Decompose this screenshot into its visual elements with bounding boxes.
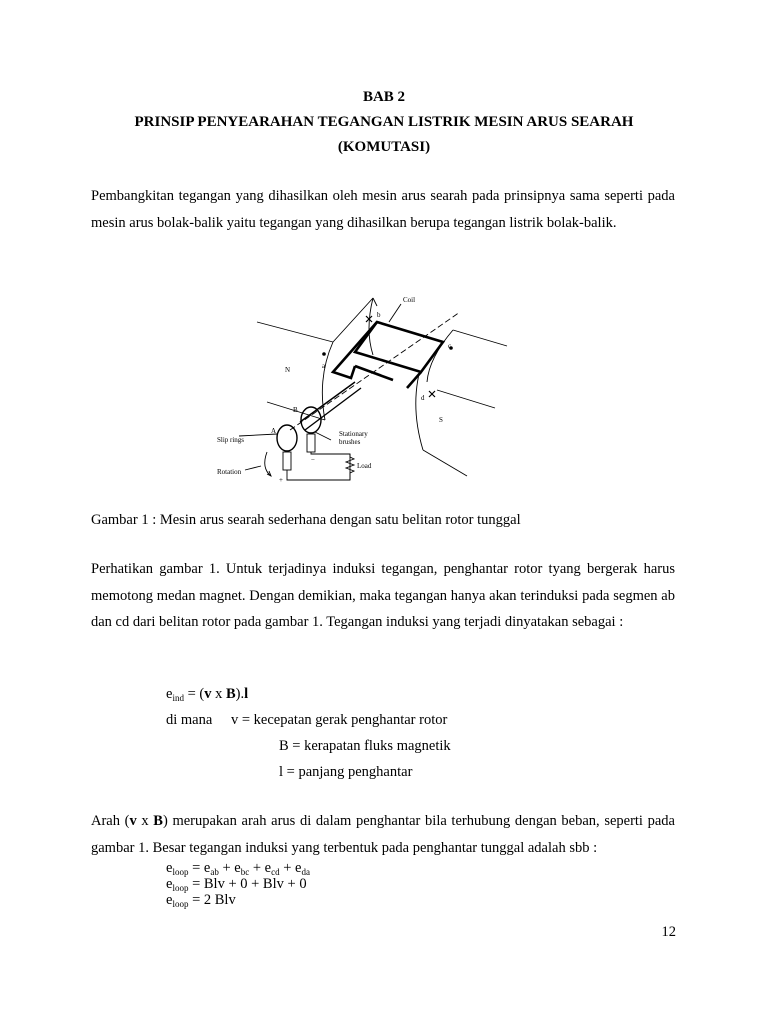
- chapter-label: BAB 2: [362, 89, 406, 105]
- label-north-pole: N: [285, 366, 291, 374]
- north-pole-edge-top: [257, 322, 333, 342]
- paragraph-intro: Pembangkitan tegangan yang dihasilkan oleh mesin arus searah pada prinsipnya sama seperti pada mesin arus bolak-balik yaitu tegangan yang dihasilkan berupa tegangan listrik bolak-balik.: [91, 188, 675, 231]
- label-slip-rings: Slip rings: [217, 436, 245, 444]
- label-south-pole: S: [439, 416, 443, 424]
- label-minus: −: [311, 456, 315, 464]
- figure-caption: Gambar 1 : Mesin arus searah sederhana dengan satu belitan rotor tunggal: [91, 512, 521, 528]
- page-number: 12: [661, 924, 676, 940]
- dc-machine-figure: [205, 270, 530, 495]
- definition-l: l = panjang penghantar: [279, 764, 413, 780]
- brush-a: [283, 452, 291, 470]
- label-d: d: [421, 394, 425, 402]
- definition-di-mana: di mana: [166, 712, 213, 728]
- label-c: c: [448, 342, 452, 350]
- slip-ring-a: [277, 425, 297, 451]
- definition-v: v = kecepatan gerak penghantar rotor: [231, 712, 448, 728]
- label-stationary: Stationary: [339, 430, 368, 438]
- dc-machine-diagram: [205, 270, 530, 495]
- subscript-ind: ind: [172, 693, 184, 703]
- coil-loop-back: [355, 322, 443, 372]
- label-plus: +: [279, 476, 283, 484]
- label-a: a: [322, 362, 326, 370]
- equation-eloop-sum: $e_{loop} = e_{ab} + e_{bc} + e_{cd} + e_{da}$: [166, 860, 310, 877]
- coil-leader-line: [389, 304, 401, 322]
- label-load: Load: [357, 462, 372, 470]
- label-coil: Coil: [403, 296, 416, 304]
- label-ring-b: B: [293, 406, 298, 414]
- south-pole-edge-bottom: [423, 450, 467, 476]
- definition-b: B = kerapatan fluks magnetik: [279, 738, 451, 754]
- rotor-shaft-axis: [290, 312, 460, 430]
- coil-segment-cd: [407, 372, 421, 388]
- label-ring-a: A: [271, 427, 277, 435]
- paragraph-direction: Arah (v x B) merupakan arah arus di dalam penghantar bila terhubung dengan beban, seperti pada gambar 1. Besar tegangan induksi yang terbentuk pada penghantar tunggal adalah sbb :: [91, 813, 675, 856]
- dot-mark-a: [322, 352, 326, 356]
- south-pole-edge-top: [453, 330, 507, 346]
- rotation-arrow: [265, 452, 271, 476]
- load-circuit-wire: [287, 452, 350, 480]
- label-brushes: brushes: [339, 438, 361, 446]
- south-pole-face: [416, 374, 423, 450]
- brush-b: [307, 434, 315, 452]
- label-b: b: [377, 311, 381, 319]
- paragraph-induction: Perhatikan gambar 1. Untuk terjadinya induksi tegangan, penghantar rotor tyang bergerak harus memotong medan magnet. Dengan demikian, maka tegangan hanya akan terinduksi pada segmen ab dan cd dari belitan rotor pada gambar 1. Tegangan induksi yang terjadi dinyatakan sebagai :: [91, 561, 675, 630]
- label-rotation: Rotation: [217, 468, 242, 476]
- equation-eloop-blv: $e_{loop}$ = Blv + 0 + Blv + 0: [166, 876, 307, 893]
- chapter-title-line1: PRINSIP PENYEARAHAN TEGANGAN LISTRIK MESIN ARUS SEARAH: [134, 114, 634, 130]
- formula-eind: $e_{ind} = (v$ x B).l: [166, 686, 249, 703]
- chapter-title-line2: (KOMUTASI): [337, 139, 431, 155]
- equation-eloop-result: $e_{loop} = 2$ Blv: [166, 892, 236, 909]
